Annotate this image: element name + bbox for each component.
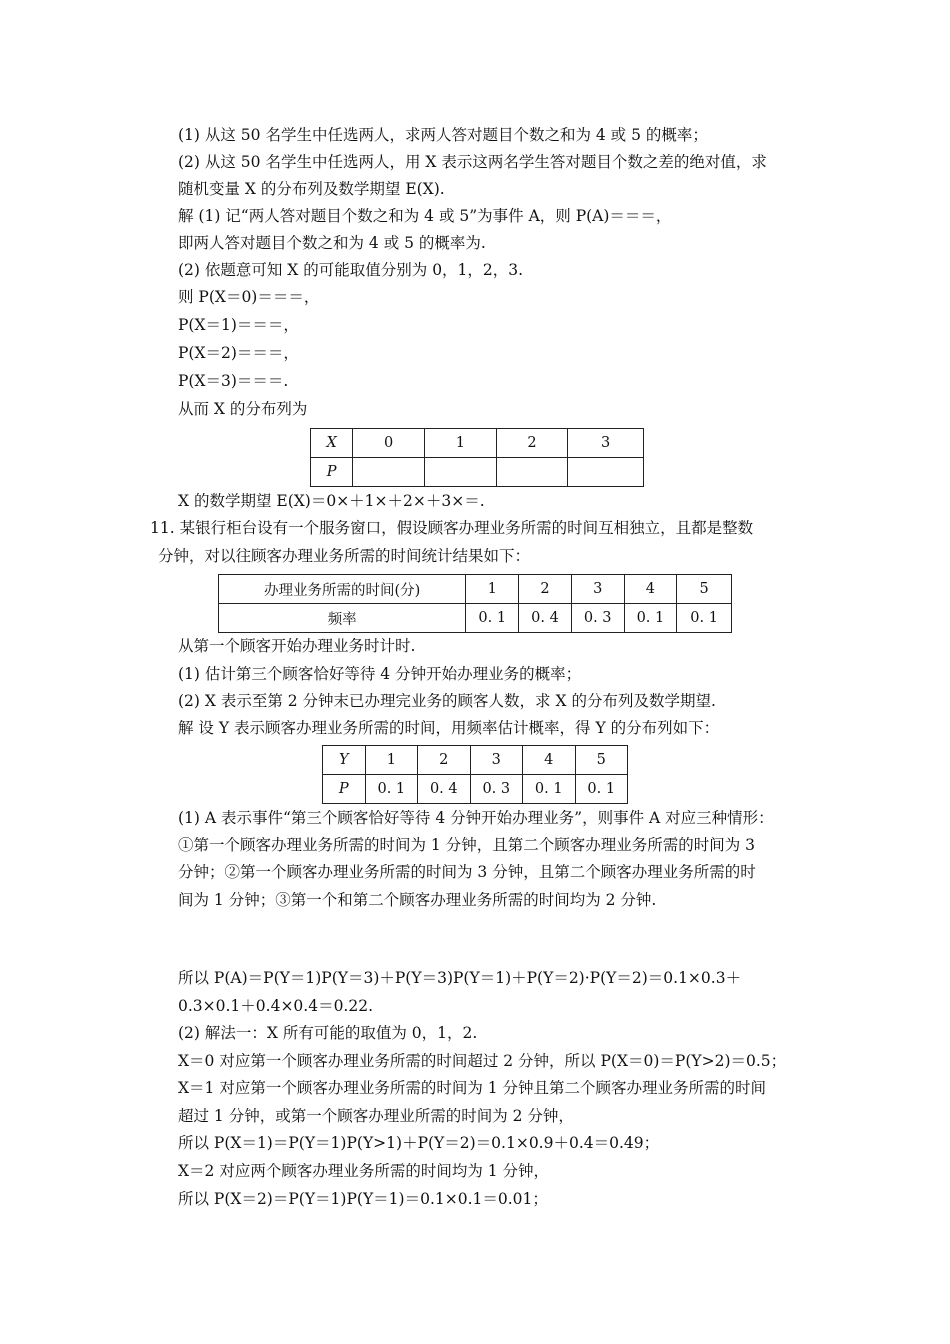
table-cell: 3 — [568, 429, 644, 458]
table-cell: 1 — [466, 575, 519, 604]
table-cell: 0. 4 — [418, 775, 470, 804]
table-cell: 0. 1 — [523, 775, 575, 804]
table-row — [323, 746, 628, 775]
table-row — [323, 775, 628, 804]
table-cell: 1 — [425, 429, 497, 458]
distribution-table-x — [310, 428, 644, 487]
table-cell: 频率 — [219, 604, 466, 633]
text-line: 即两人答对题目个数之和为 4 或 5 的概率为. — [178, 234, 486, 252]
text-line: P(X＝3)＝＝＝. — [178, 372, 289, 390]
text-line: 间为 1 分钟；③第一个和第二个顾客办理业务所需的时间均为 2 分钟. — [178, 891, 657, 909]
text-line: (2) 解法一：X 所有可能的取值为 0，1，2. — [178, 1024, 478, 1042]
table-cell: P — [323, 775, 366, 804]
text-line: 所以 P(X＝1)＝P(Y＝1)P(Y>1)＋P(Y＝2)＝0.1×0.9＋0.4＝0.49； — [178, 1134, 660, 1152]
table-cell: 2 — [519, 575, 572, 604]
text-line: X＝2 对应两个顾客办理业务所需的时间均为 1 分钟， — [178, 1162, 550, 1180]
table-cell: 0. 1 — [624, 604, 677, 633]
text-line: 从而 X 的分布列为 — [178, 400, 308, 418]
text-line: X＝0 对应第一个顾客办理业务所需的时间超过 2 分钟，所以 P(X＝0)＝P(Y>2)＝0.5； — [178, 1052, 787, 1070]
table-cell: 0 — [353, 429, 425, 458]
text-line: ①第一个顾客办理业务所需的时间为 1 分钟，且第二个顾客办理业务所需的时间为 3 — [178, 836, 756, 854]
table-cell: 0. 4 — [519, 604, 572, 633]
table-cell: 0. 3 — [571, 604, 624, 633]
table-cell: 3 — [470, 746, 522, 775]
text-line: (1) 从这 50 名学生中任选两人，求两人答对题目个数之和为 4 或 5 的概率； — [178, 126, 708, 144]
text-line: P(X＝2)＝＝＝， — [178, 344, 299, 362]
table-cell: 3 — [571, 575, 624, 604]
text-line: (2) X 表示至第 2 分钟末已办理完业务的顾客人数，求 X 的分布列及数学期望. — [178, 692, 716, 710]
text-line: P(X＝1)＝＝＝， — [178, 316, 299, 334]
table-cell: 1 — [365, 746, 417, 775]
text-line: (1) A 表示事件“第三个顾客恰好等待 4 分钟开始办理业务”，则事件 A 对应三种情形： — [178, 809, 774, 827]
text-line: 0.3×0.1＋0.4×0.4＝0.22. — [178, 997, 374, 1015]
text-line: 分钟；②第一个顾客办理业务所需的时间为 3 分钟，且第二个顾客办理业务所需的时 — [178, 863, 756, 881]
table-cell: 5 — [575, 746, 628, 775]
table-row — [311, 429, 644, 458]
table-cell: 0. 1 — [575, 775, 628, 804]
table-cell — [425, 458, 497, 487]
table-cell — [353, 458, 425, 487]
table-cell: 4 — [624, 575, 677, 604]
table-cell — [496, 458, 568, 487]
table-row — [311, 458, 644, 487]
distribution-table-y — [322, 745, 628, 804]
text-line: 所以 P(X＝2)＝P(Y＝1)P(Y＝1)＝0.1×0.1＝0.01； — [178, 1190, 548, 1208]
table-cell: 2 — [496, 429, 568, 458]
question-11-line: 分钟，对以往顾客办理业务所需的时间统计结果如下： — [158, 547, 531, 565]
text-line: 从第一个顾客开始办理业务时计时. — [178, 637, 416, 655]
table-cell: 0. 3 — [470, 775, 522, 804]
text-line: 解 (1) 记“两人答对题目个数之和为 4 或 5”为事件 A，则 P(A)＝＝＝， — [178, 207, 672, 225]
text-line: (2) 从这 50 名学生中任选两人，用 X 表示这两名学生答对题目个数之差的绝对值，求 — [178, 153, 767, 171]
text-line: X＝1 对应第一个顾客办理业务所需的时间为 1 分钟且第二个顾客办理业务所需的时间 — [178, 1079, 767, 1097]
text-line: X 的数学期望 E(X)＝0×＋1×＋2×＋3×＝. — [178, 492, 485, 510]
table-row — [219, 604, 732, 633]
table-cell: 2 — [418, 746, 470, 775]
text-line: 超过 1 分钟，或第一个顾客办理业所需的时间为 2 分钟， — [178, 1107, 574, 1125]
table-cell — [568, 458, 644, 487]
table-cell: Y — [323, 746, 366, 775]
table-cell: 0. 1 — [466, 604, 519, 633]
table-row — [219, 575, 732, 604]
table-cell: X — [311, 429, 353, 458]
table-cell: 5 — [677, 575, 732, 604]
table-cell: 4 — [523, 746, 575, 775]
question-11-line: 11. 某银行柜台设有一个服务窗口，假设顾客办理业务所需的时间互相独立，且都是整数 — [150, 519, 754, 537]
text-line: 随机变量 X 的分布列及数学期望 E(X). — [178, 180, 445, 198]
table-cell: 0. 1 — [677, 604, 732, 633]
text-line: (2) 依题意可知 X 的可能取值分别为 0，1，2，3. — [178, 261, 524, 279]
text-line: 解 设 Y 表示顾客办理业务所需的时间，用频率估计概率，得 Y 的分布列如下： — [178, 719, 720, 737]
text-line: 则 P(X＝0)＝＝＝， — [178, 288, 320, 306]
text-line: (1) 估计第三个顾客恰好等待 4 分钟开始办理业务的概率； — [178, 665, 582, 683]
table-cell: 0. 1 — [365, 775, 417, 804]
table-cell: P — [311, 458, 353, 487]
frequency-table — [218, 574, 732, 633]
text-line: 所以 P(A)＝P(Y＝1)P(Y＝3)＋P(Y＝3)P(Y＝1)＋P(Y＝2)·P(Y＝2)＝0.1×0.3＋ — [178, 969, 742, 987]
table-cell: 办理业务所需的时间(分) — [219, 575, 466, 604]
